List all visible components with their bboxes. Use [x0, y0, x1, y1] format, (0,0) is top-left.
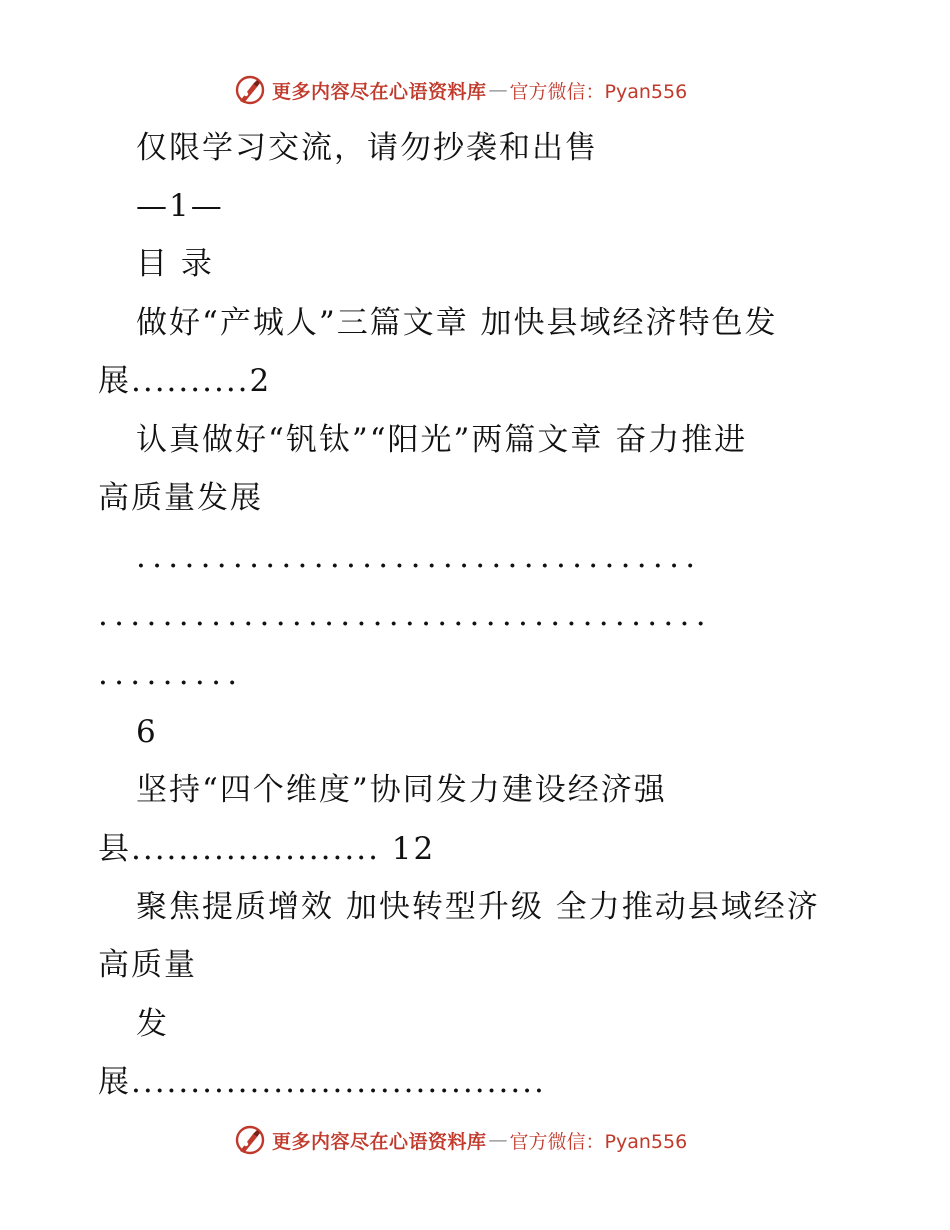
toc-entry-3-line-1: 坚持“四个维度”协同发力建设经济强: [136, 772, 667, 808]
pen-logo-icon: [234, 74, 266, 106]
toc-entry-4-line-1: 聚焦提质增效 加快转型升级 全力推动县域经济: [136, 889, 820, 925]
toc-entry-2-leader-2: ......................................: [98, 597, 712, 633]
toc-entry-2-page: 6: [136, 714, 158, 750]
toc-entry-2-leader-1: ...................................: [136, 539, 702, 575]
toc-entry-2-line-1: 认真做好“钒钛”“阳光”两篇文章 奋力推进: [136, 422, 748, 458]
toc-entry-4-line-4: 展...................................: [98, 1064, 546, 1100]
toc-entry-2-leader-3: .........: [98, 656, 244, 692]
toc-title: 目 录: [136, 246, 214, 282]
toc-entry-3-line-2: 县..................... 12: [98, 831, 436, 867]
header-watermark: [234, 72, 687, 108]
watermark-wechat-text: 官方微信：Pyan556: [509, 80, 688, 103]
watermark-wechat-text: 官方微信：Pyan556: [509, 1130, 688, 1153]
watermark-main-text: 更多内容尽在心语资料库: [272, 80, 487, 103]
toc-entry-1-line-1: 做好“产城人”三篇文章 加快县域经济特色发: [136, 305, 778, 341]
toc-entry-1-line-2: 展..........2: [98, 363, 272, 399]
toc-entry-4-line-3: 发: [136, 1006, 169, 1042]
watermark-separator: —: [488, 79, 508, 101]
usage-notice: 仅限学习交流，请勿抄袭和出售: [136, 130, 598, 166]
page-marker: —1—: [136, 188, 224, 224]
watermark-separator: —: [488, 1129, 508, 1151]
toc-entry-2-line-2: 高质量发展: [98, 480, 263, 516]
toc-entry-4-line-2: 高质量: [98, 947, 197, 983]
footer-watermark: [234, 1122, 687, 1158]
watermark-main-text: 更多内容尽在心语资料库: [272, 1130, 487, 1153]
pen-logo-icon: [234, 1124, 266, 1156]
